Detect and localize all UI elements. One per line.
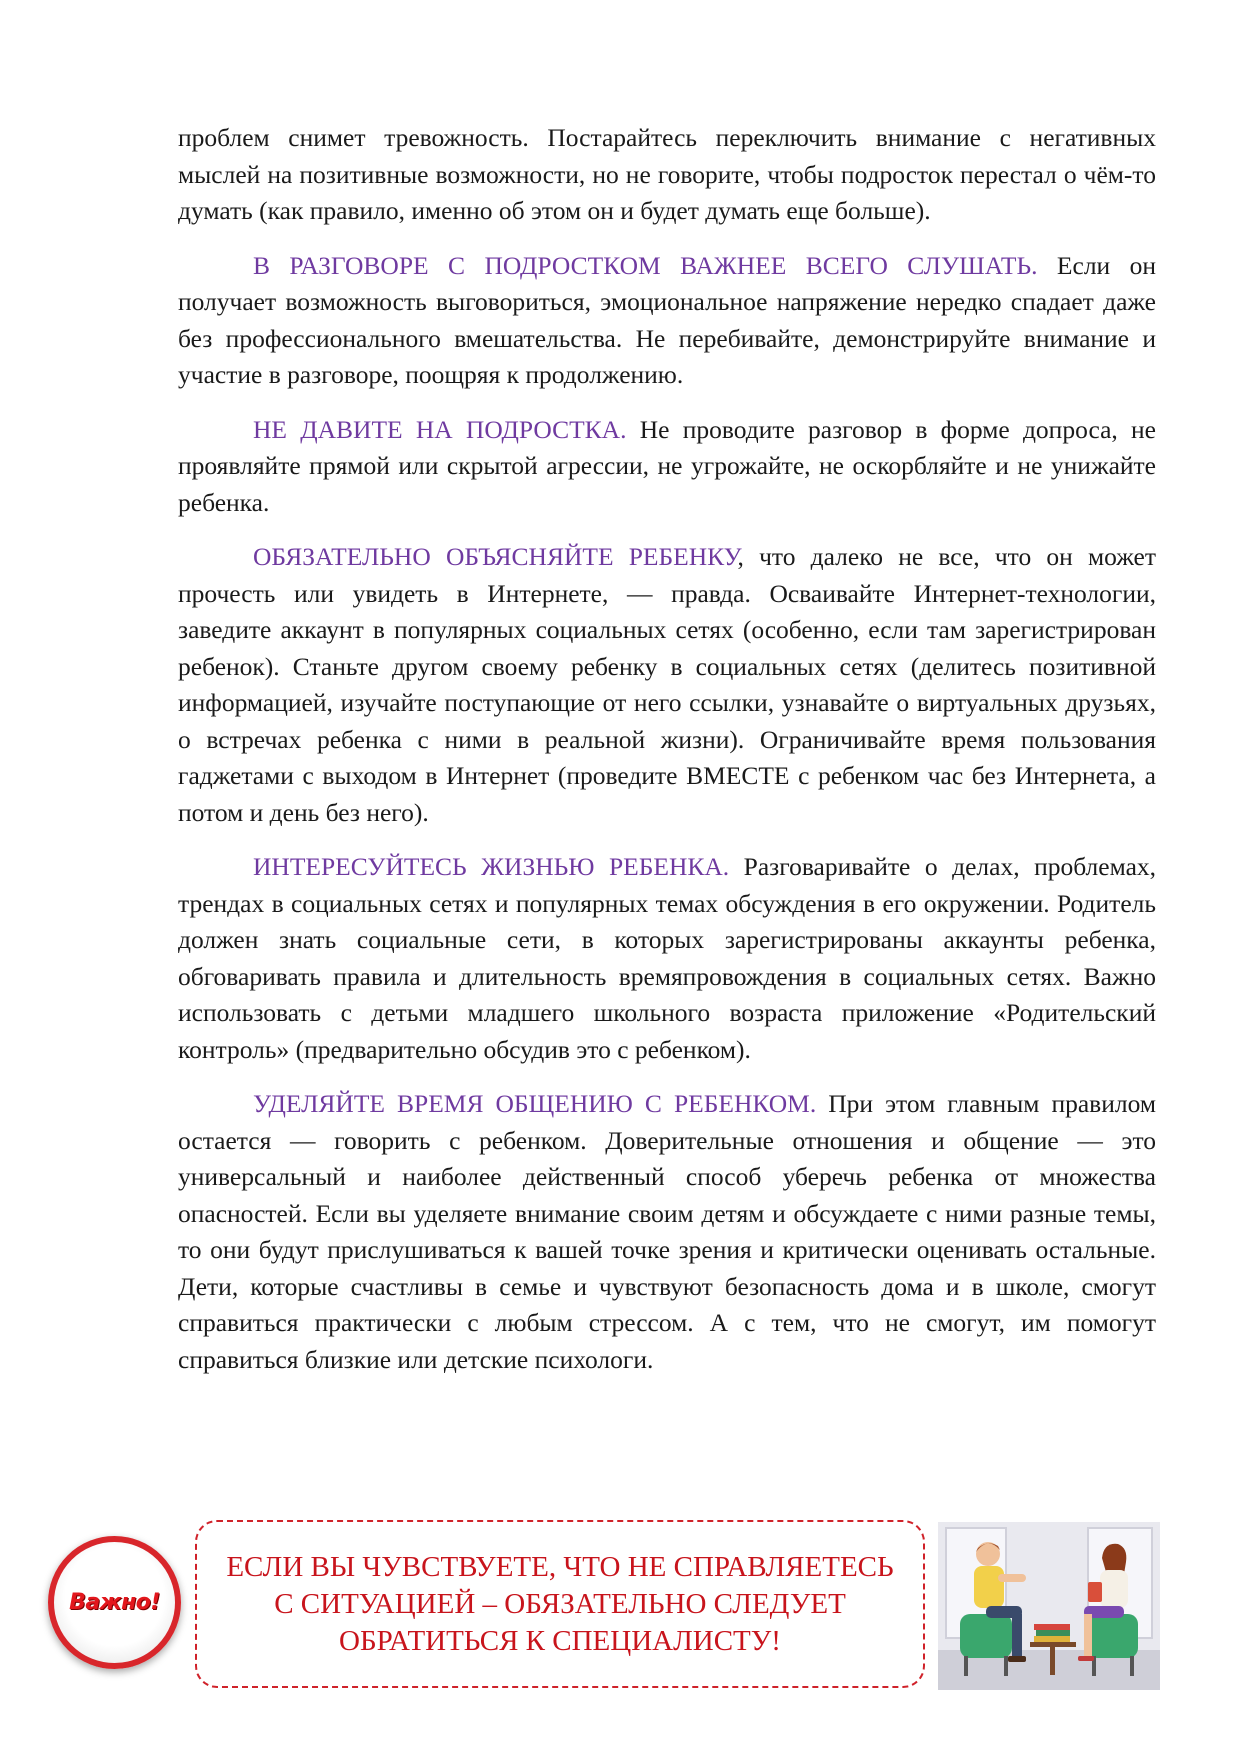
paragraph-text: Разговаривайте о делах, проблемах, трендах в социальных сетях и популярных темах обсуждения в его окружении. Родитель должен знать социальные сети, в которых зарегистрированы аккаунты ребенка, обговаривать правила и длительность времяпровождения в социальных сетях. Важно использовать с детьми младшего школьного возраста приложение «Родительский контроль» (предварительно обсудив это с ребенком).: [178, 852, 1157, 1064]
notice-text: ЕСЛИ ВЫ ЧУВСТВУЕТЕ, ЧТО НЕ СПРАВЛЯЕТЕСЬ С СИТУАЦИЕЙ – ОБЯЗАТЕЛЬНО СЛЕДУЕТ ОБРАТИТЬСЯ К СПЕЦИАЛИСТУ!: [226, 1550, 894, 1657]
paragraph-lead: ИНТЕРЕСУЙТЕСЬ ЖИЗНЬЮ РЕБЕНКА.: [253, 852, 730, 881]
paragraph-text: проблем снимет тревожность. Постарайтесь переключить внимание с негативных мыслей на позитивные возможности, но не говорите, чтобы подросток перестал о чём-то думать (как правило, именно об этом он и будет думать еще больше).: [178, 123, 1156, 225]
paragraph-2: [178, 248, 1156, 394]
paragraph-4: [178, 539, 1156, 831]
paragraph-6: [178, 1086, 1156, 1378]
badge-label: Важно!: [69, 1590, 160, 1615]
paragraph-lead: НЕ ДАВИТЕ НА ПОДРОСТКА.: [253, 414, 627, 444]
paragraph-text: При этом главным правилом остается — говорить с ребенком. Доверительные отношения и общение — это универсальный и наиболее действенный способ уберечь ребенка от множества опасностей. Если вы уделяете внимание своим детям и обсуждаете с ними разные темы, то они будут прислушиваться к вашей точке зрения и критически оценивать остальные. Дети, которые счастливы в семье и чувствуют безопасность дома и в школе, смогут справиться практически с любым стрессом. А с тем, что не смогут, им помогут справиться близкие или детские психологи.: [178, 1089, 1156, 1374]
paragraph-lead: В РАЗГОВОРЕ С ПОДРОСТКОМ ВАЖНЕЕ ВСЕГО СЛУШАТЬ.: [253, 250, 1038, 280]
document-body: [178, 120, 1156, 1396]
paragraph-text: , что далеко не все, что он может прочесть или увидеть в Интернете, — правда. Осваивайте Интернет-технологии, заведите аккаунт в популярных социальных сетях (особенно, если там зарегистрирован ребенок). Станьте другом своему ребенку в социальных сетях (делитесь позитивной информацией, изучайте поступающие от него ссылки, узнавайте о виртуальных друзьях, о встречах ребенка с ними в реальной жизни). Ограничивайте время пользования гаджетами с выходом в Интернет (проведите ВМЕСТЕ с ребенком час без Интернета, а потом и день без него).: [178, 542, 1156, 827]
paragraph-5: [178, 849, 1156, 1068]
paragraph-lead: ОБЯЗАТЕЛЬНО ОБЪЯСНЯЙТЕ РЕБЕНКУ: [253, 542, 738, 571]
paragraph-1: [178, 120, 1156, 230]
paragraph-lead: УДЕЛЯЙТЕ ВРЕМЯ ОБЩЕНИЮ С РЕБЕНКОМ.: [253, 1089, 817, 1118]
paragraph-3: [178, 412, 1156, 522]
paragraph-text: Если он получает возможность выговориться, эмоциональное напряжение нередко спадает даже без профессионального вмешательства. Не перебивайте, демонстрируйте внимание и участие в разговоре, поощряя к продолжению.: [178, 250, 1156, 389]
consultation-illustration: [938, 1522, 1160, 1690]
paragraph-text: Не проводите разговор в форме допроса, не проявляйте прямой или скрытой агрессии, не угрожайте, не оскорбляйте и не унижайте ребенка.: [178, 414, 1156, 517]
important-badge-icon: [48, 1536, 181, 1669]
notice-box: [195, 1520, 925, 1688]
